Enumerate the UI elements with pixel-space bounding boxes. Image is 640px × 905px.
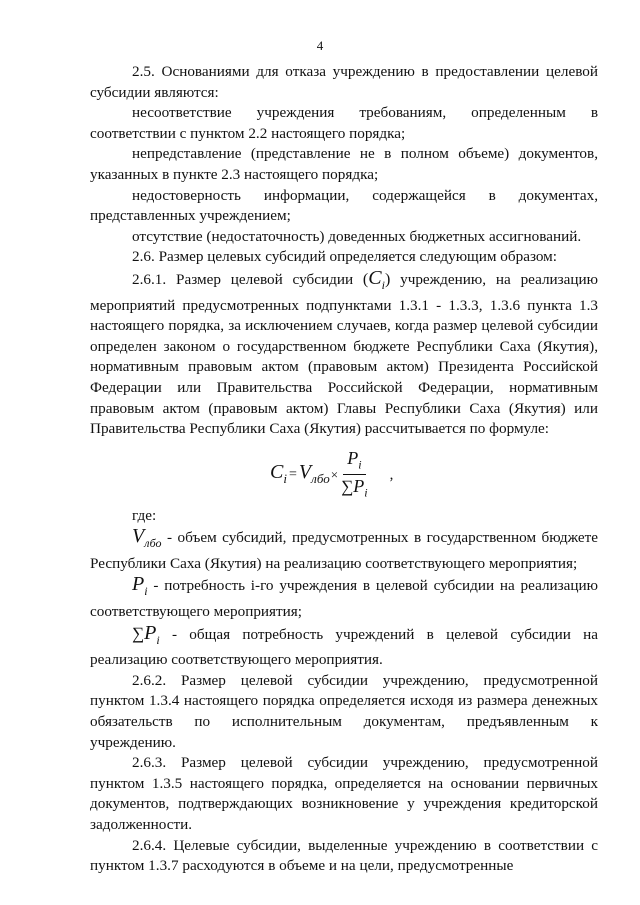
page-number: 4: [316, 38, 324, 53]
paragraph-2-6-1-end: учреждению, на реализацию мероприятий предусмотренных подпунктами 1.3.1 - 1.3.3, 1.3.6 пункта 1.3 настоящего порядка, за исключением случаев, когда размер целевой субсидии определен законом о государственном бюджете Республики Саха (Якутия), нормативным правовым актом (правовым актом) Президента Российской Федерации или Правительства Российской Федерации, нормативным правовым актом (правовым актом) Главы Республики Саха (Якутия) или Правительства Республики Саха (Якутия) рассчитывается по формуле:: [90, 270, 599, 438]
definition-p: $P_i$ - потребность i-го учреждения в целевой субсидии на реализацию соответствующего мероприятия;: [90, 573, 598, 621]
formula-fraction: $\frac{P_i}{\sum P_i}$: [341, 447, 368, 500]
definition-v: $V_{лбо}$ - объем субсидий, предусмотренных в государственном бюджете Республики Саха (Якутия) на реализацию соответствующего мероприятия;: [90, 525, 599, 572]
paragraph-2-5-item-a: несоответствие учреждения требованиям, определенным в соответствии с пунктом 2.2 настоящего порядка;: [90, 104, 598, 142]
where-label: где:: [132, 506, 157, 524]
symbol-c: $C_i$: [368, 266, 385, 292]
paragraph-2-5: 2.5. Основаниями для отказа учреждению в предоставлении целевой субсидии являются:: [90, 63, 598, 101]
document-body: [90, 62, 598, 877]
paragraph-2-5-item-b: непредставление (представление не в полном объеме) документов, указанных в пункте 2.3 настоящего порядка;: [90, 145, 598, 183]
paragraph-2-6-1-start: 2.6.1. Размер целевой субсидии: [132, 270, 354, 288]
paragraph-2-5-item-d: отсутствие (недостаточность) доведенных бюджетных ассигнований.: [132, 227, 582, 245]
paragraph-2-5-item-c: недостоверность информации, содержащейся в документах, представленных учреждением;: [90, 186, 598, 225]
paragraph-2-6-2: 2.6.2. Размер целевой субсидии учреждению, предусмотренной пунктом 1.3.4 настоящего порядка определяется исходя из размера денежных обязательств по исполнительным документам, предъявленным к учреждению.: [90, 671, 598, 751]
definition-sum: $\sum P_i$ - общая потребность учреждений в целевой субсидии на реализацию соответствующего мероприятия.: [90, 621, 598, 669]
formula-block: [90, 440, 598, 506]
paragraph-2-6-3: 2.6.3. Размер целевой субсидии учреждению, предусмотренной пунктом 1.3.5 настоящего порядка, определяется на основании первичных документов, подтверждающих возникновение у учреждения кредиторской задолженности.: [90, 754, 598, 833]
symbol-v: $V_{лбо}$: [132, 525, 162, 551]
symbol-sum-p: $\sum P_i$: [132, 621, 160, 647]
paragraph-2-6-1: 2.6.1. Размер целевой субсидии $(C_i)$ учреждению, на реализацию мероприятий предусмотренных подпунктами 1.3.1 - 1.3.3, 1.3.6 пункта 1.3 настоящего порядка, за исключением случаев, когда размер целевой субсидии определен законом о государственном бюджете Республики Саха (Якутия), нормативным правовым актом (правовым актом) Президента Российской Федерации или Правительства Российской Федерации, нормативным правовым актом (правовым актом) Главы Республики Саха (Якутия) или Правительства Республики Саха (Якутия) рассчитывается по формуле:: [90, 266, 599, 438]
paragraph-2-6-4: 2.6.4. Целевые субсидии, выделенные учреждению в соответствии с пунктом 1.3.7 расходуются в объеме и на цели, предусмотренные: [90, 836, 598, 875]
formula: $C_i$ = $V_{лбо}$ × $\frac{P_i}{\sum P_i}$ ,: [270, 448, 393, 504]
symbol-p: $P_i$: [132, 573, 148, 599]
paragraph-2-6: 2.6. Размер целевых субсидий определяется следующим образом:: [132, 248, 557, 266]
